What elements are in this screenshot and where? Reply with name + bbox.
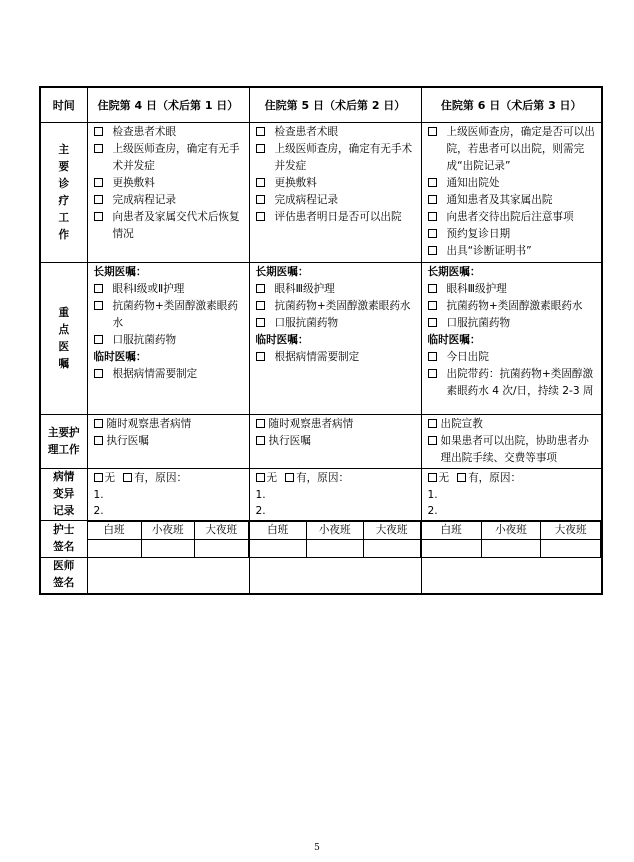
nurse-sign-day4 [87,521,249,558]
list-item: 随时观察患者病情 [256,416,419,433]
variance-line-2: 2. [427,505,438,517]
checkbox[interactable] [256,212,265,221]
signature-field[interactable] [481,540,541,558]
nurse-sign-label: 护士签名 [53,524,75,553]
signature-field[interactable] [250,540,307,558]
long-term-orders-list [428,281,600,332]
nurse-sign-day5 [249,521,421,558]
main-work-row [40,123,602,263]
checkbox[interactable] [94,127,103,136]
checkbox[interactable] [428,352,437,361]
list-item: 口服抗菌药物 [428,315,600,332]
variance-day6 [421,469,602,521]
checkbox[interactable] [428,318,437,327]
checkbox[interactable] [428,419,437,428]
main-work-day6-list [428,124,600,260]
checkbox[interactable] [428,369,437,378]
checkbox[interactable] [94,195,103,204]
list-item: 抗菌药物+类固醇激素眼药水 [428,298,600,315]
list-item: 出院带药：抗菌药物+类固醇激素眼药水 4 次/日，持续 2-3 周 [428,366,600,400]
main-work-day5 [249,123,421,263]
day4-header: 住院第 4 日（术后第 1 日） [87,87,249,123]
nursing-day4 [87,415,249,469]
shift-evening: 小夜班 [481,522,541,540]
checkbox[interactable] [256,178,265,187]
checkbox[interactable] [428,127,437,136]
checkbox[interactable] [94,212,103,221]
temp-orders-label: 临时医嘱： [427,334,481,346]
shift-night: 大夜班 [541,522,601,540]
variance-options: 无 有，原因： [256,470,419,487]
temp-orders-label: 临时医嘱： [255,334,309,346]
time-header: 时间 [40,87,87,123]
doctor-signature-field-day5[interactable] [249,558,421,594]
temp-orders-list [256,349,419,366]
checkbox[interactable] [256,419,265,428]
long-term-orders-list [256,281,419,332]
list-item: 口服抗菌药物 [256,315,419,332]
list-item: 如果患者可以出院，协助患者办理出院手续、交费等事项 [428,433,600,467]
day6-header: 住院第 6 日（术后第 3 日） [421,87,602,123]
list-item: 上级医师查房，确定有无手术并发症 [256,141,419,175]
nursing-day5-list [256,416,419,450]
list-item: 上级医师查房，确定是否可以出院，若患者可以出院，则需完成“出院记录” [428,124,600,175]
shift-day: 白班 [422,522,482,540]
signature-field[interactable] [195,540,249,558]
main-work-day4 [87,123,249,263]
variance-line-2: 2. [255,505,266,517]
temp-orders-label: 临时医嘱： [93,351,147,363]
checkbox[interactable] [94,335,103,344]
checkbox[interactable] [94,369,103,378]
list-item: 眼科Ⅲ级护理 [428,281,600,298]
list-item: 预约复诊日期 [428,226,600,243]
checkbox[interactable] [428,212,437,221]
list-item: 根据病情需要制定 [94,366,247,383]
checkbox[interactable] [428,301,437,310]
orders-label-cell [40,263,87,415]
list-item: 执行医嘱 [256,433,419,450]
variance-options: 无 有，原因： [428,470,600,487]
checkbox[interactable] [428,436,437,445]
checkbox-yes[interactable] [123,473,132,482]
list-item: 执行医嘱 [94,433,247,450]
variance-line-2: 2. [93,505,104,517]
list-item: 口服抗菌药物 [94,332,247,349]
nursing-day5 [249,415,421,469]
shift-day: 白班 [88,522,142,540]
nursing-day6 [421,415,602,469]
checkbox[interactable] [256,284,265,293]
doctor-sign-row [40,558,602,594]
nurse-sign-label-cell [40,521,87,558]
list-item: 出具“诊断证明书” [428,243,600,260]
checkbox[interactable] [256,127,265,136]
variance-line-1: 1. [427,489,438,501]
checkbox[interactable] [256,318,265,327]
doctor-signature-field-day4[interactable] [87,558,249,594]
list-item: 根据病情需要制定 [256,349,419,366]
list-item: 通知患者及其家属出院 [428,192,600,209]
main-work-day4-list [94,124,247,243]
list-item: 出院宣教 [428,416,600,433]
nursing-day4-list [94,416,247,450]
main-work-day6 [421,123,602,263]
list-item: 更换敷料 [256,175,419,192]
signature-field[interactable] [541,540,601,558]
checkbox-none[interactable] [428,473,437,482]
doctor-sign-label: 医师签名 [53,560,75,590]
orders-label: 重点医嘱 [58,306,70,370]
day5-header: 住院第 5 日（术后第 2 日） [249,87,421,123]
variance-line-1: 1. [93,489,104,501]
checkbox[interactable] [256,144,265,153]
list-item: 随时观察患者病情 [94,416,247,433]
shift-evening: 小夜班 [141,522,195,540]
variance-label-cell [40,469,87,521]
list-item: 检查患者术眼 [94,124,247,141]
checkbox[interactable] [428,284,437,293]
doctor-sign-label-cell [40,558,87,594]
list-item: 通知出院处 [428,175,600,192]
list-item: 向患者交待出院后注意事项 [428,209,600,226]
variance-label: 病情变异记录 [53,471,75,517]
doctor-signature-field-day6[interactable] [421,558,602,594]
shift-table [88,521,249,557]
temp-orders-list [94,366,247,383]
variance-options: 无 有，原因： [94,470,247,487]
variance-day4 [87,469,249,521]
long-term-orders-label: 长期医嘱： [427,266,481,278]
nursing-label-cell [40,415,87,469]
list-item: 检查患者术眼 [256,124,419,141]
variance-line-1: 1. [255,489,266,501]
checkbox[interactable] [94,284,103,293]
list-item: 完成病程记录 [256,192,419,209]
shift-table [250,521,421,557]
signature-field[interactable] [141,540,195,558]
checkbox[interactable] [94,301,103,310]
signature-field[interactable] [88,540,142,558]
checkbox-none[interactable] [94,473,103,482]
list-item: 眼科Ⅰ级或Ⅱ护理 [94,281,247,298]
list-item: 今日出院 [428,349,600,366]
main-work-label-cell [40,123,87,263]
long-term-orders-list [94,281,247,349]
orders-row [40,263,602,415]
checkbox-none[interactable] [256,473,265,482]
variance-row [40,469,602,521]
nursing-day6-list [428,416,600,467]
nurse-sign-row [40,521,602,558]
checkbox[interactable] [256,436,265,445]
checkbox-yes[interactable] [457,473,466,482]
checkbox-yes[interactable] [285,473,294,482]
main-work-label: 主要诊疗工作 [58,143,70,241]
checkbox[interactable] [428,195,437,204]
nurse-sign-day6 [421,521,602,558]
shift-night: 大夜班 [195,522,249,540]
orders-day6 [421,263,602,415]
list-item: 上级医师查房，确定有无手术并发症 [94,141,247,175]
long-term-orders-label: 长期医嘱： [93,266,147,278]
list-item: 完成病程记录 [94,192,247,209]
checkbox[interactable] [94,436,103,445]
main-work-day5-list [256,124,419,226]
list-item: 评估患者明日是否可以出院 [256,209,419,226]
list-item: 向患者及家属交代术后恢复情况 [94,209,247,243]
checkbox[interactable] [94,178,103,187]
shift-table [422,521,602,557]
nursing-label: 主要护理工作 [47,426,80,456]
checkbox[interactable] [94,144,103,153]
list-item: 抗菌药物+类固醇激素眼药水 [94,298,247,332]
clinical-pathway-table [39,86,603,595]
checkbox[interactable] [256,352,265,361]
shift-day: 白班 [250,522,307,540]
checkbox[interactable] [256,195,265,204]
orders-day4 [87,263,249,415]
signature-field[interactable] [363,540,420,558]
page-number: 5 [314,843,320,853]
checkbox[interactable] [428,229,437,238]
variance-day5 [249,469,421,521]
shift-evening: 小夜班 [306,522,363,540]
checkbox[interactable] [94,419,103,428]
long-term-orders-label: 长期医嘱： [255,266,309,278]
temp-orders-list [428,349,600,400]
nursing-row [40,415,602,469]
checkbox[interactable] [428,246,437,255]
checkbox[interactable] [256,301,265,310]
header-row [40,87,602,123]
signature-field[interactable] [306,540,363,558]
signature-field[interactable] [422,540,482,558]
list-item: 眼科Ⅲ级护理 [256,281,419,298]
list-item: 更换敷料 [94,175,247,192]
shift-night: 大夜班 [363,522,420,540]
checkbox[interactable] [428,178,437,187]
orders-day5 [249,263,421,415]
list-item: 抗菌药物+类固醇激素眼药水 [256,298,419,315]
